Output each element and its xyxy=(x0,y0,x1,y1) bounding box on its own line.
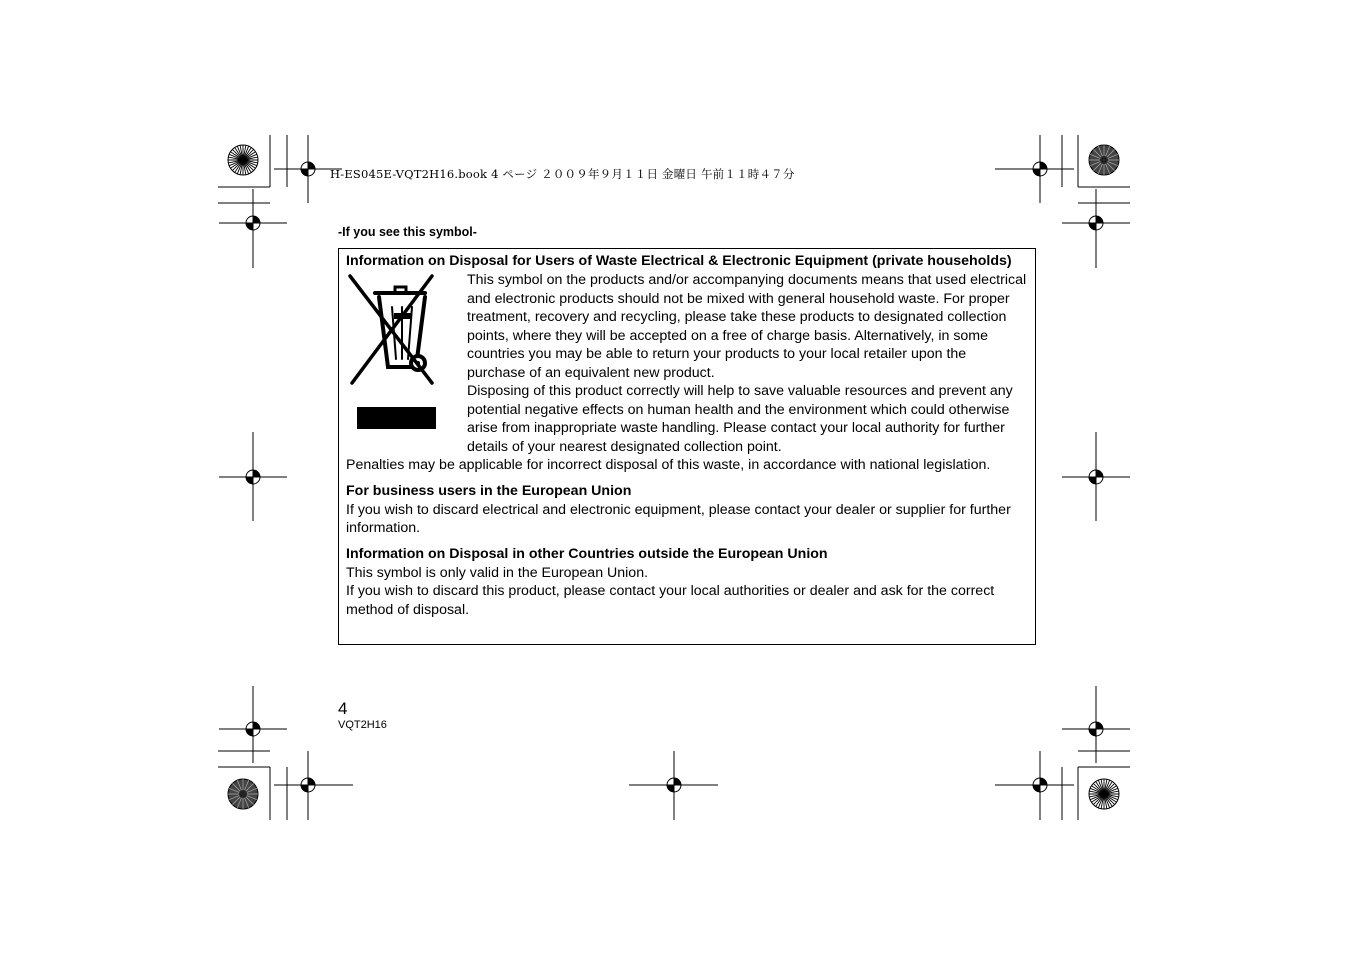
document-code: VQT2H16 xyxy=(338,719,387,731)
outside-eu-text-2: If you wish to discard this product, please contact your local authorities or dealer and ask for the correct method of disposal. xyxy=(346,583,995,618)
weee-text xyxy=(467,271,1027,456)
weee-row xyxy=(346,271,1027,456)
business-text: If you wish to discard electrical and electronic equipment, please contact your dealer or supplier for further information. xyxy=(346,501,1011,536)
box-title: Information on Disposal for Users of Waste Electrical & Electronic Equipment (private households) xyxy=(346,253,1012,269)
weee-paragraph-1: This symbol on the products and/or accompanying documents means that used electrical and electronic products should not be mixed with general household waste. For proper treatment, recovery and recycling, please take these products to designated collection points, where they will be accepted on a free of charge basis. Alternatively, in some countries you may be able to return your products to your local retailer upon the purchase of an equivalent new product. xyxy=(467,272,1027,381)
weee-paragraph-2: Disposing of this product correctly will help to save valuable resources and prevent any potential negative effects on human health and the environment which could otherwise arise from inappropriate waste handling. Please contact your local authority for further details of your nearest designated collection point. xyxy=(467,383,1013,455)
business-heading: For business users in the European Union xyxy=(346,482,632,499)
crossed-out-wheeled-bin-icon xyxy=(346,271,436,436)
outside-eu-text-1: This symbol is only valid in the European Union. xyxy=(346,564,649,581)
print-header: H-ES045E-VQT2H16.book 4 ページ ２００９年９月１１日 金曜日 午前１１時４７分 xyxy=(330,167,795,181)
penalties-text: Penalties may be applicable for incorrect disposal of this waste, in accordance with national legislation. xyxy=(346,457,991,473)
page-number: 4 xyxy=(338,699,348,718)
outside-eu-heading: Information on Disposal in other Countries outside the European Union xyxy=(346,545,828,562)
section-label: -If you see this symbol- xyxy=(338,225,477,239)
weee-info-box xyxy=(338,248,1036,645)
